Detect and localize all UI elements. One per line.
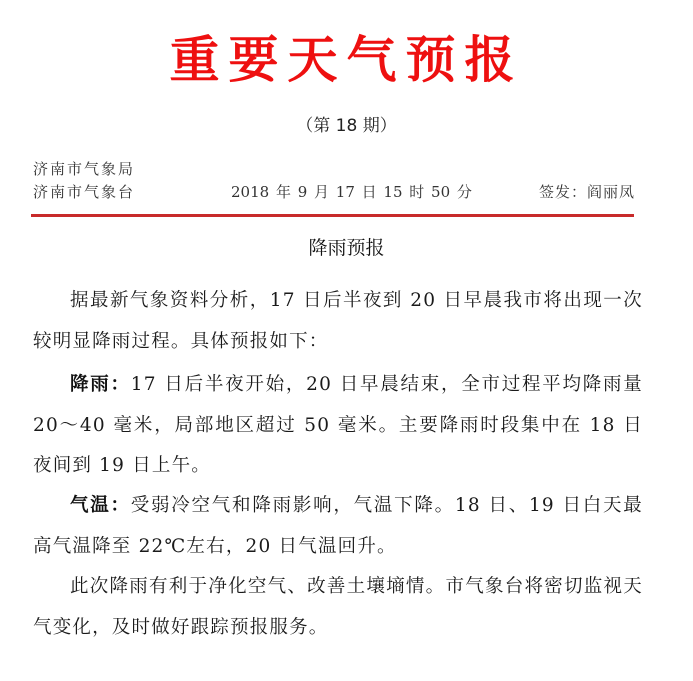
issuing-bureau: 济南市气象局 [33, 160, 136, 178]
issue-number: （第 18 期） [296, 116, 397, 136]
closing-paragraph: 此次降雨有利于净化空气、改善土壤墒情。市气象台将密切监视天气变化，及时做好跟踪预报服务。 [33, 576, 643, 638]
issue-datetime: 2018 年 9 月 17 日 15 时 50 分 [231, 183, 472, 201]
temperature-paragraph [33, 486, 643, 567]
red-divider [31, 214, 634, 217]
temperature-text: 受弱冷空气和降雨影响，气温下降。18 日、19 日白天最高气温降至 22℃左右，20 日气温回升。 [33, 495, 643, 557]
rain-paragraph [33, 365, 643, 487]
intro-paragraph: 据最新气象资料分析，17 日后半夜到 20 日早晨我市将出现一次较明显降雨过程。具体预报如下： [33, 290, 643, 352]
signer: 签发：阎丽凤 [538, 183, 635, 201]
document-title: 重要天气预报 [169, 31, 524, 89]
section-heading: 降雨预报 [308, 237, 385, 259]
rain-text: 17 日后半夜开始，20 日早晨结束，全市过程平均降雨量 20～40 毫米，局部地区超过 50 毫米。主要降雨时段集中在 18 日夜间到 19 日上午。 [33, 374, 643, 476]
temperature-label: 气温： [70, 495, 131, 516]
issuing-observatory: 济南市气象台 [33, 183, 136, 201]
rain-label: 降雨： [70, 374, 131, 395]
